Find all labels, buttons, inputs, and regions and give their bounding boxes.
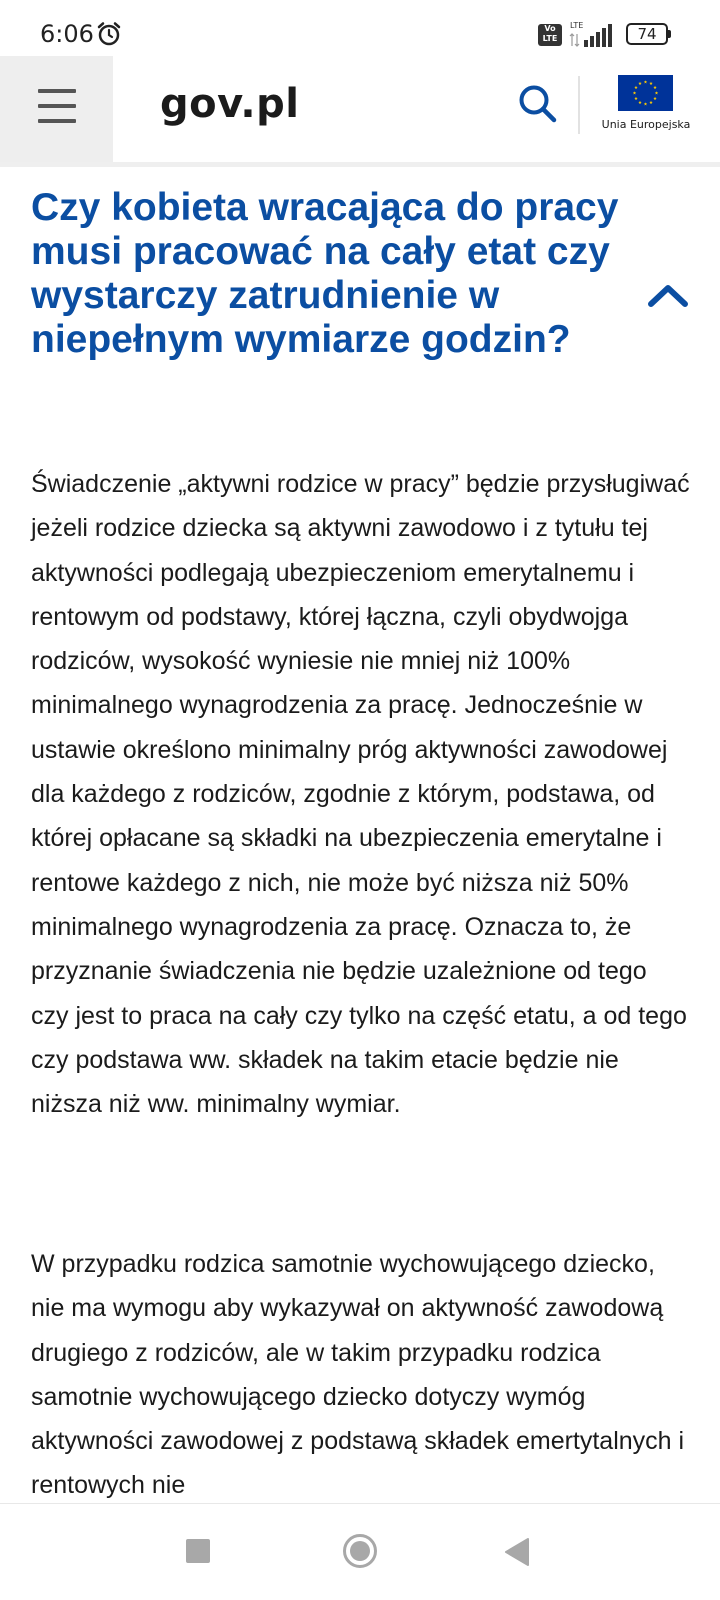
network-label: LTE bbox=[570, 21, 584, 30]
chevron-up-icon[interactable] bbox=[646, 280, 690, 310]
faq-answer-paragraph-2: W przypadku rodzica samotnie wychowującego dziecko, nie ma wymogu aby wykazywał on aktywność zawodową drugiego z rodziców, ale w takim przypadku rodzica samotnie wychowującego dziecko dotyczy wymóg aktywności zawodowej z podstawą składek emertytalnych i rentowych nie bbox=[31, 1250, 685, 1500]
eu-flag-icon[interactable] bbox=[618, 75, 673, 111]
faq-answer-paragraph-1: Świadczenie „aktywni rodzice w pracy” będzie przysługiwać jeżeli rodzice dziecka są aktywni zawodowo i z tytułu tej aktywności podlegają ubezpieczeniom emerytalnemu i rentowym od podstawy, której łączna, czyli obydwojga rodziców, wysokość wyniesie nie mniej niż 100% minimalnego wynagrodzenia za pracę. Jednocześnie w ustawie określono minimalny próg aktywności zawodowej dla każdego z rodziców, zgodnie z którym, podstawa, od której opłacane są składki na ubezpieczenia emerytalne i rentowe każdego z nich, nie może być niższa niż 50% minimalnego wynagrodzenia za pracę. Oznacza to, że przyznanie świadczenia nie będzie uzależnione od tego czy jest to praca na cały czy tylko na część etatu, a od tego czy podstawa ww. składek na takim etacie będzie nie niższa niż ww. minimalny wymiar. bbox=[31, 470, 690, 1119]
battery-icon bbox=[626, 23, 670, 45]
header-shadow bbox=[0, 162, 720, 167]
search-icon[interactable] bbox=[516, 82, 560, 126]
faq-question[interactable]: Czy kobieta wracająca do pracy musi pracować na cały etat czy wystarczy zatrudnienie w niepełnym wymiarze godzin? bbox=[31, 186, 619, 361]
eu-label[interactable]: Unia Europejska bbox=[601, 118, 691, 131]
battery-level: 74 bbox=[626, 23, 668, 45]
alarm-clock-icon bbox=[96, 21, 122, 47]
back-triangle-icon[interactable] bbox=[504, 1537, 530, 1567]
status-bar bbox=[0, 0, 720, 56]
menu-button[interactable] bbox=[0, 56, 113, 162]
site-logo[interactable]: gov.pl bbox=[160, 81, 300, 127]
site-header bbox=[0, 56, 720, 162]
home-circle-icon[interactable] bbox=[342, 1533, 378, 1569]
status-time: 6:06 bbox=[40, 20, 94, 48]
lte-signal-icon bbox=[568, 20, 616, 48]
navigation-bar bbox=[0, 1503, 720, 1600]
hamburger-menu-icon bbox=[38, 89, 76, 125]
header-divider bbox=[578, 76, 580, 134]
recents-square-icon[interactable] bbox=[186, 1539, 210, 1563]
volte-icon: Vo LTE bbox=[538, 24, 562, 46]
